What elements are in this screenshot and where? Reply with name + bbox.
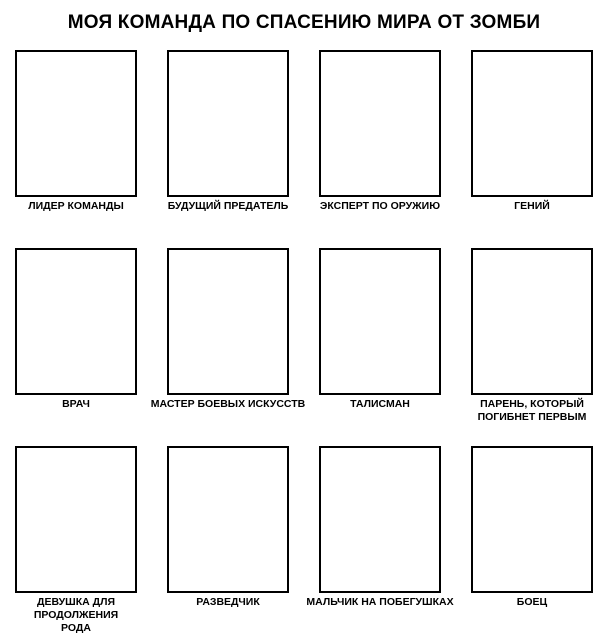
slot-caption: МАЛЬЧИК НА ПОБЕГУШКАХ bbox=[306, 596, 454, 608]
slot-caption: ЛИДЕР КОМАНДЫ bbox=[28, 200, 124, 212]
empty-picture-frame[interactable] bbox=[319, 50, 441, 197]
slot-caption: БУДУЩИЙ ПРЕДАТЕЛЬ bbox=[167, 200, 289, 212]
empty-picture-frame[interactable] bbox=[167, 50, 289, 197]
empty-picture-frame[interactable] bbox=[15, 248, 137, 395]
empty-picture-frame[interactable] bbox=[319, 446, 441, 593]
empty-picture-frame[interactable] bbox=[167, 248, 289, 395]
slot-caption: ДЕВУШКА ДЛЯ ПРОДОЛЖЕНИЯ РОДА bbox=[33, 596, 119, 634]
slot-caption: РАЗВЕДЧИК bbox=[196, 596, 260, 608]
page-title: МОЯ КОМАНДА ПО СПАСЕНИЮ МИРА ОТ ЗОМБИ bbox=[67, 12, 541, 33]
empty-picture-frame[interactable] bbox=[471, 446, 593, 593]
empty-picture-frame[interactable] bbox=[167, 446, 289, 593]
slot-caption: ПАРЕНЬ, КОТОРЫЙ ПОГИБНЕТ ПЕРВЫМ bbox=[477, 398, 587, 423]
empty-picture-frame[interactable] bbox=[15, 50, 137, 197]
empty-picture-frame[interactable] bbox=[319, 248, 441, 395]
slot-caption: ВРАЧ bbox=[62, 398, 90, 410]
empty-picture-frame[interactable] bbox=[471, 50, 593, 197]
slot-caption: МАСТЕР БОЕВЫХ ИСКУССТВ bbox=[150, 398, 306, 410]
slot-caption: ГЕНИЙ bbox=[514, 200, 550, 212]
empty-picture-frame[interactable] bbox=[471, 248, 593, 395]
slot-caption: БОЕЦ bbox=[516, 596, 548, 608]
empty-picture-frame[interactable] bbox=[15, 446, 137, 593]
slot-caption: ТАЛИСМАН bbox=[350, 398, 410, 410]
slot-caption: ЭКСПЕРТ ПО ОРУЖИЮ bbox=[319, 200, 441, 212]
